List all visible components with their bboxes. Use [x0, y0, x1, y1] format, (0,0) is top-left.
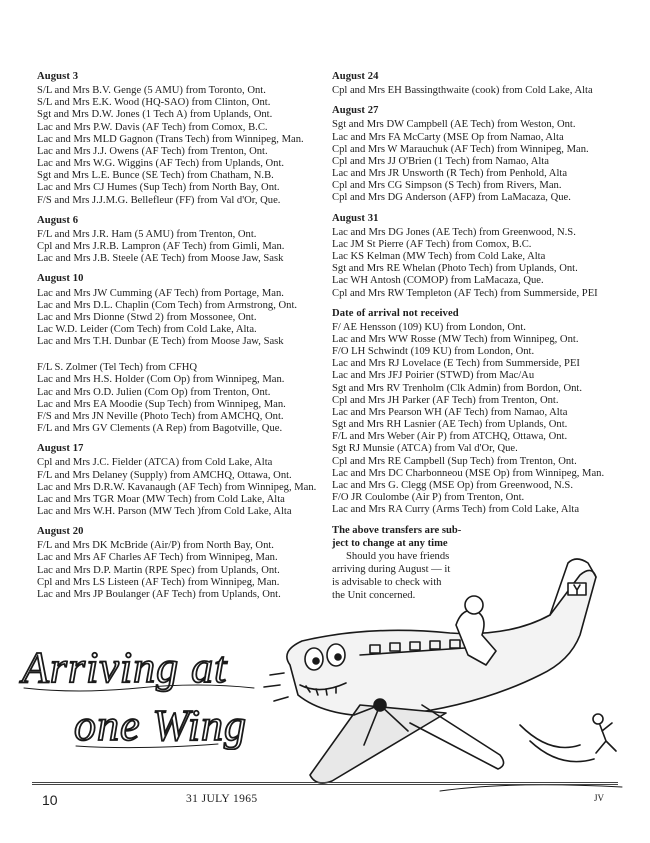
arrival-entry: F/L S. Zolmer (Tel Tech) from CFHQ	[37, 362, 198, 374]
arrival-entry: Lac and Mrs DG Jones (AE Tech) from Greenwood, N.S.	[332, 226, 576, 238]
arrival-entry: Lac and Mrs W.H. Parson (MW Tech )from Cold Lake, Alta	[37, 506, 292, 517]
arrival-entry: F/L and Mrs DK McBride (Air/P) from North Bay, Ont.	[37, 540, 274, 552]
arrival-entry: Sgt and Mrs D.W. Jones (1 Tech A) from Uplands, Ont.	[37, 109, 273, 121]
svg-text:JV: JV	[594, 793, 605, 803]
arrival-entry: Sgt and Mrs RV Trenholm (Clk Admin) from Bordon, Ont.	[332, 382, 582, 394]
issue-date: 31 JULY 1965	[186, 793, 258, 805]
footer-divider	[32, 782, 618, 785]
arrival-entry: F/O JR Coulombe (Air P) from Trenton, Ont.	[332, 492, 525, 503]
arrival-entry: Cpl and Mrs EH Bassingthwaite (cook) from Cold Lake, Alta	[332, 85, 593, 97]
arrival-entry: Cpl and Mrs J.R.B. Lampron (AF Tech) from Gimli, Man.	[37, 241, 285, 253]
arrival-entry: Lac and Mrs EA Moodie (Sup Tech) from Winnipeg, Man.	[37, 398, 286, 410]
arrival-entry: Lac and Mrs RA Curry (Arms Tech) from Cold Lake, Alta	[332, 504, 580, 516]
arrival-entry: Sgt and Mrs DW Campbell (AE Tech) from Weston, Ont.	[332, 119, 576, 131]
arrival-entry: Lac and Mrs W.G. Wiggins (AF Tech) from Uplands, Ont.	[37, 158, 285, 170]
arrival-entry: Lac JM St Pierre (AF Tech) from Comox, B.C.	[332, 238, 532, 250]
arrival-entry: F/L and Mrs GV Clements (A Rep) from Bagotville, Que.	[37, 423, 283, 435]
arrival-entry: Sgt and Mrs RH Lasnier (AE Tech) from Uplands, Ont.	[332, 419, 568, 431]
arrival-entry: Lac W.D. Leider (Com Tech) from Cold Lake, Alta.	[37, 323, 257, 335]
note-line: the Unit concerned.	[332, 590, 416, 602]
arrival-entry: Lac and Mrs WW Rosse (MW Tech) from Winnipeg, Ont.	[332, 333, 579, 345]
arrival-entry: Lac and Mrs O.D. Julien (Com Op) from Trenton, Ont.	[37, 386, 271, 398]
section-heading: August 27	[332, 105, 379, 117]
arrival-entry: F/O LH Schwindt (109 KU) from London, Ont.	[332, 346, 535, 358]
right-column	[332, 71, 622, 602]
arrival-entry: F/L and Mrs Delaney (Supply) from AMCHQ, Ottawa, Ont.	[37, 469, 292, 481]
section-august-17	[37, 443, 319, 518]
section-august-10	[37, 273, 319, 435]
note-line: Should you have friends	[346, 551, 450, 563]
arrival-entry: Lac and Mrs D.R.W. Kavanaugh (AF Tech) from Winnipeg, Man.	[37, 481, 317, 493]
arrival-entry: Lac and Mrs CJ Humes (Sup Tech) from North Bay, Ont.	[37, 182, 280, 194]
arrival-entry: Lac and Mrs JP Boulanger (AF Tech) from Uplands, Ont.	[37, 588, 281, 600]
arrival-entry: Lac and Mrs JR Unsworth (R Tech) from Penhold, Alta	[332, 168, 568, 180]
title-line-1: Arriving at	[22, 643, 228, 692]
arriving-title-lettering	[18, 630, 258, 750]
arrival-entry: Cpl and Mrs RE Campbell (Sup Tech) from Trenton, Ont.	[332, 455, 577, 467]
ground-figure-icon	[596, 723, 616, 753]
section-heading: August 17	[37, 443, 84, 455]
arrival-entry: Lac WH Antosh (COMOP) from LaMacaza, Que.	[332, 275, 544, 287]
section-gap	[37, 348, 319, 362]
arrival-entry: F/L and Mrs Weber (Air P) from ATCHQ, Ottawa, Ont.	[332, 431, 568, 443]
arrival-entry: Sgt RJ Munsie (ATCA) from Val d'Or, Que.	[332, 443, 518, 455]
arrival-entry: Lac and Mrs FA McCarty (MSE Op from Namao, Alta	[332, 131, 564, 143]
arrival-entry: Lac KS Kelman (MW Tech) from Cold Lake, Alta	[332, 251, 546, 263]
section-august-6	[37, 215, 319, 266]
arrival-entry: Cpl and Mrs CG Simpson (S Tech) from Rivers, Man.	[332, 180, 562, 192]
arrival-entry: Cpl and Mrs J.C. Fielder (ATCA) from Cold Lake, Alta	[37, 457, 273, 469]
arrival-entry: S/L and Mrs E.K. Wood (HQ-SAO) from Clinton, Ont.	[37, 97, 271, 109]
section-august-3	[37, 71, 319, 207]
arrival-entry: Lac and Mrs JW Cumming (AF Tech) from Portage, Man.	[37, 287, 284, 299]
arrival-entry: Cpl and Mrs JJ O'Brien (1 Tech) from Namao, Alta	[332, 155, 549, 167]
arrival-entry: Lac and Mrs MLD Gagnon (Trans Tech) from Winnipeg, Man.	[37, 133, 304, 145]
arrival-entry: Lac and Mrs G. Clegg (MSE Op) from Greenwood, N.S.	[332, 479, 573, 491]
arrival-entry: Lac and Mrs P.W. Davis (AF Tech) from Comox, B.C.	[37, 121, 268, 133]
section-heading: August 20	[37, 526, 84, 538]
note-line: arriving during August — it	[332, 564, 451, 576]
section-august-31	[332, 213, 622, 300]
section-august-27	[332, 105, 622, 204]
arrival-entry: Cpl and Mrs RW Templeton (AF Tech) from Summerside, PEI	[332, 287, 598, 299]
arrival-entry: Lac and Mrs TGR Moar (MW Tech) from Cold Lake, Alta	[37, 493, 285, 505]
left-column	[37, 71, 319, 609]
arrival-entry: Lac and Mrs J.B. Steele (AE Tech) from Moose Jaw, Sask	[37, 253, 284, 265]
arrival-entry: Sgt and Mrs RE Whelan (Photo Tech) from Uplands, Ont.	[332, 263, 578, 275]
section-heading: August 31	[332, 212, 379, 224]
arrival-entry: Lac and Mrs JFJ Poirier (STWD) from Mac/Au	[332, 370, 535, 382]
arrival-entry: F/ AE Hensson (109) KU) from London, Ont.	[332, 321, 526, 333]
section-heading: Date of arrival not received	[332, 307, 459, 319]
fuselage-shape	[287, 570, 596, 716]
note-bold-line: The above transfers are sub-	[332, 525, 462, 537]
arrival-entry: Sgt and Mrs L.E. Bunce (SE Tech) from Chatham, N.B.	[37, 170, 274, 182]
arrival-entry: F/S and Mrs JN Neville (Photo Tech) from AMCHQ, Ont.	[37, 410, 284, 422]
cartoon-airplane-illustration	[250, 555, 630, 805]
arrival-entry: F/S and Mrs J.J.M.G. Bellefleur (FF) from Val d'Or, Que.	[37, 194, 281, 206]
section-heading: August 10	[37, 273, 84, 285]
arrival-entry: Lac and Mrs Dionne (Stwd 2) from Mossonee, Ont.	[37, 311, 257, 323]
arrival-entry: S/L and Mrs B.V. Genge (5 AMU) from Toronto, Ont.	[37, 85, 266, 97]
note-bold-line: ject to change at any time	[332, 538, 448, 550]
arrival-entry: Cpl and Mrs LS Listeen (AF Tech) from Winnipeg, Man.	[37, 576, 280, 588]
arrival-entry: F/L and Mrs J.R. Ham (5 AMU) from Trenton, Ont.	[37, 228, 257, 240]
section-date-not-received	[332, 308, 622, 517]
arrival-entry: Cpl and Mrs W Marauchuk (AF Tech) from Winnipeg, Man.	[332, 143, 589, 155]
arrival-entry: Cpl and Mrs DG Anderson (AFP) from LaMacaza, Que.	[332, 192, 571, 204]
title-line-2: one Wing	[74, 701, 247, 750]
section-heading: August 6	[37, 214, 79, 226]
arrival-entry: Lac and Mrs T.H. Dunbar (E Tech) from Moose Jaw, Sask	[37, 336, 284, 348]
arrival-entry: Lac and Mrs RJ Lovelace (E Tech) from Summerside, PEI	[332, 358, 580, 370]
arrival-entry: Lac and Mrs AF Charles AF Tech) from Winnipeg, Man.	[37, 552, 278, 564]
arrival-entry: Lac and Mrs Pearson WH (AF Tech) from Namao, Alta	[332, 406, 568, 418]
page-number: 10	[42, 792, 58, 808]
section-august-24	[332, 71, 622, 97]
arrival-entry: Lac and Mrs H.S. Holder (Com Op) from Winnipeg, Man.	[37, 374, 285, 386]
note-line: is advisable to check with	[332, 577, 442, 589]
arrival-entry: Lac and Mrs D.L. Chaplin (Com Tech) from Armstrong, Ont.	[37, 299, 298, 311]
arrival-entry: Lac and Mrs D.P. Martin (RPE Spec) from Uplands, Ont.	[37, 564, 280, 576]
arrival-entry: Lac and Mrs J.J. Owens (AF Tech) from Trenton, Ont.	[37, 145, 268, 157]
section-heading: August 24	[332, 71, 379, 82]
arrival-entry: Cpl and Mrs JH Parker (AF Tech) from Trenton, Ont.	[332, 394, 559, 406]
section-heading: August 3	[37, 71, 79, 82]
arrival-entry: Lac and Mrs DC Charbonneou (MSE Op) from Winnipeg, Man.	[332, 467, 605, 479]
wing-shape	[310, 705, 446, 783]
